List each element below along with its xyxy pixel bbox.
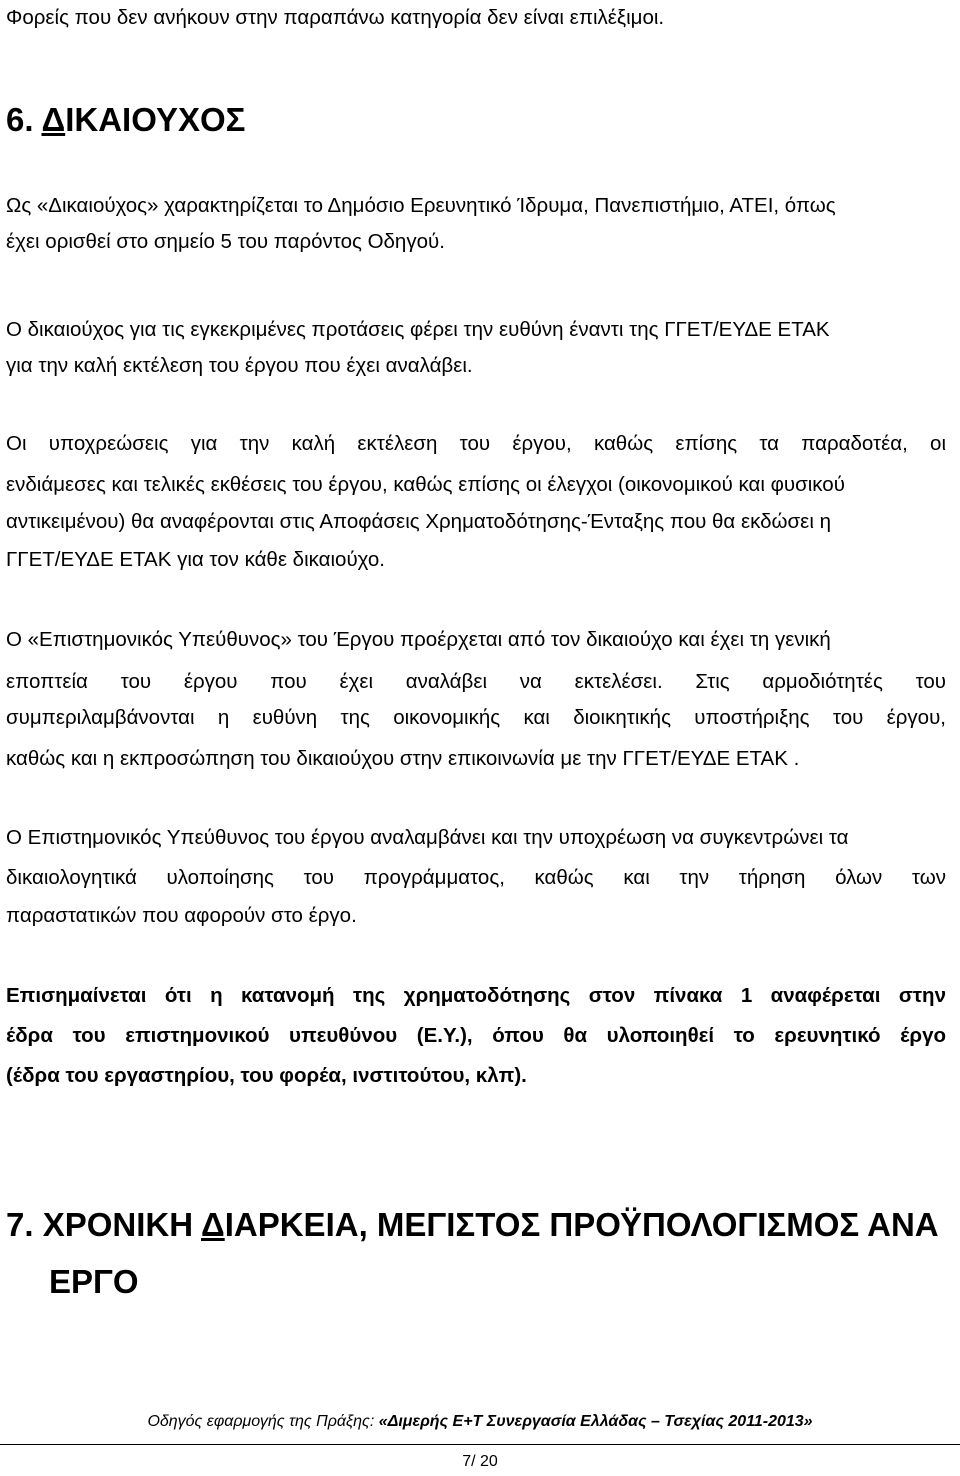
top-line: Φορείς που δεν ανήκουν στην παραπάνω κατηγορία δεν είναι επιλέξιμοι. bbox=[6, 6, 665, 29]
paragraph-1-line: έχει ορισθεί στο σημείο 5 του παρόντος Οδηγού. bbox=[6, 230, 445, 253]
paragraph-6-line: έδρα του επιστημονικού υπευθύνου (Ε.Υ.), όπου θα υλοποιηθεί το ερευνητικό έργο bbox=[6, 1024, 946, 1047]
footer-text-prefix: Οδηγός εφαρμογής της Πράξης: bbox=[147, 1413, 379, 1430]
section-7-number: 7. bbox=[6, 1206, 43, 1243]
section-6-title-initial: Δ bbox=[41, 101, 66, 138]
footer-text bbox=[0, 1410, 960, 1434]
paragraph-4-line: συμπεριλαμβάνονται η ευθύνη της οικονομικής και διοικητικής υποστήριξης του έργου, bbox=[6, 706, 946, 729]
section-7-title-a: ΧΡΟΝΙΚΗ bbox=[42, 1206, 201, 1243]
section-7-title-b: ΙΑΡΚΕΙΑ, ΜΕΓΙΣΤΟΣ ΠΡΟΫΠΟΛΟΓΙΣΜΟΣ ΑΝΑ bbox=[224, 1206, 939, 1243]
paragraph-6-line: Επισημαίνεται ότι η κατανομή της χρηματοδότησης στον πίνακα 1 αναφέρεται στην bbox=[6, 984, 946, 1007]
paragraph-2-line: για την καλή εκτέλεση του έργου που έχει αναλάβει. bbox=[6, 354, 473, 377]
paragraph-5-line: Ο Επιστημονικός Υπεύθυνος του έργου αναλαμβάνει και την υποχρέωση να συγκεντρώνει τα bbox=[6, 826, 849, 849]
paragraph-4-line: καθώς και η εκπροσώπηση του δικαιούχου στην επικοινωνία με την ΓΓΕΤ/ΕΥΔΕ ΕΤΑΚ . bbox=[6, 747, 800, 770]
section-7-heading-line-1 bbox=[6, 1205, 939, 1245]
section-6-title-rest: ΙΚΑΙΟΥΧΟΣ bbox=[65, 101, 246, 138]
page-number: 7/ 20 bbox=[462, 1453, 498, 1470]
paragraph-3-line: Οι υποχρεώσεις για την καλή εκτέλεση του έργου, καθώς επίσης τα παραδοτέα, οι bbox=[6, 432, 946, 455]
section-7-heading-line-2: ΕΡΓΟ bbox=[49, 1263, 139, 1300]
section-7-title-initial: Δ bbox=[201, 1206, 225, 1243]
footer-text-title: «Διμερής Ε+Τ Συνεργασία Ελλάδας – Τσεχίας 2011-2013» bbox=[378, 1413, 813, 1430]
paragraph-4-line: εποπτεία του έργου που έχει αναλάβει να εκτελέσει. Στις αρμοδιότητές του bbox=[6, 670, 946, 693]
paragraph-5-line: δικαιολογητικά υλοποίησης του προγράμματος, καθώς και την τήρηση όλων των bbox=[6, 866, 946, 889]
paragraph-2-line: Ο δικαιούχος για τις εγκεκριμένες προτάσεις φέρει την ευθύνη έναντι της ΓΓΕΤ/ΕΥΔΕ ΕΤΑΚ bbox=[6, 318, 830, 341]
paragraph-6-line: (έδρα του εργαστηρίου, του φορέα, ινστιτούτου, κλπ). bbox=[6, 1064, 527, 1087]
paragraph-1-line: Ως «Δικαιούχος» χαρακτηρίζεται το Δημόσιο Ερευνητικό Ίδρυμα, Πανεπιστήμιο, ΑΤΕΙ, όπως bbox=[6, 194, 836, 217]
section-6-heading bbox=[6, 100, 245, 140]
paragraph-3-line: ΓΓΕΤ/ΕΥΔΕ ΕΤΑΚ για τον κάθε δικαιούχο. bbox=[6, 548, 385, 571]
section-6-number: 6. bbox=[6, 101, 42, 138]
footer-divider bbox=[0, 1444, 960, 1445]
paragraph-3-line: ενδιάμεσες και τελικές εκθέσεις του έργου, καθώς επίσης οι έλεγχοι (οικονομικού και φυσικού bbox=[6, 473, 845, 496]
paragraph-5-line: παραστατικών που αφορούν στο έργο. bbox=[6, 904, 357, 927]
paragraph-4-line: Ο «Επιστημονικός Υπεύθυνος» του Έργου προέρχεται από τον δικαιούχο και έχει τη γενική bbox=[6, 628, 831, 651]
paragraph-3-line: αντικειμένου) θα αναφέρονται στις Αποφάσεις Χρηματοδότησης-Ένταξης που θα εκδώσει η bbox=[6, 510, 831, 533]
